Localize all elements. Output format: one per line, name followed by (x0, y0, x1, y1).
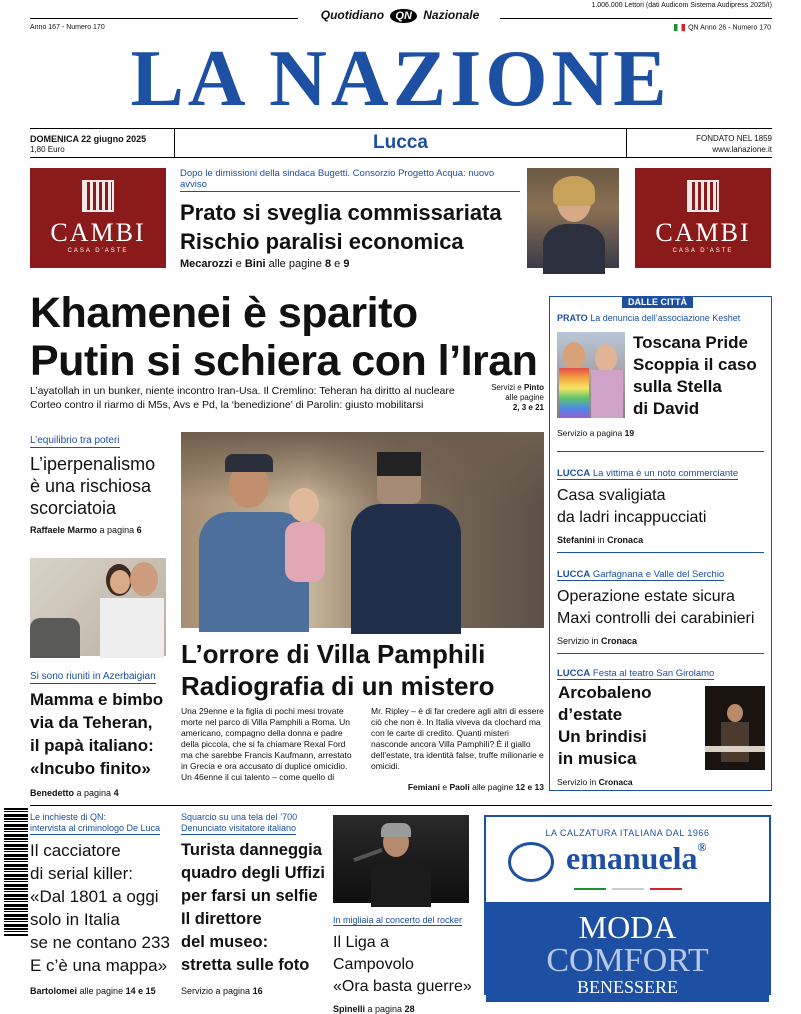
villa-pamphili-body-right: Mr. Ripley – è di far credere agli altri di essere ciò che non è. In Italia viveva da clochard ma con le carte di credito. Quanti misteri nasconde ancora Villa Pamphili? È il giallo dell’estate, tra identità false, truffe milionarie e omicidi. (371, 706, 544, 771)
prato-story[interactable]: Dopo le dimissioni della sindaca Bugetti. Consorzio Progetto Acqua: nuovo avviso Prato si sveglia commissariata Rischio paralisi economica Mecarozzi e Bini alle pagine 8 e 9 (180, 168, 520, 270)
arcobaleno-headline[interactable]: Arcobaleno d’estate Un brindisi in musica (558, 683, 652, 768)
issue-price: 1,80 Euro (30, 145, 65, 154)
city-item-lucca-3[interactable]: LUCCA Festa al teatro San Girolamo (557, 668, 715, 679)
qr-code-icon (82, 180, 114, 212)
pride-photo (557, 332, 625, 418)
qn-logo: QN (390, 9, 417, 23)
iperpenalismo-story[interactable]: L’equilibrio tra poteri L’iperpenalismo è una rischiosa scorciatoia Raffaele Marmo a pagina 6 (30, 430, 170, 535)
comfort-label: COMFORT (546, 942, 709, 979)
iperpenalismo-headline: L’iperpenalismo è una rischiosa scorciatoia (30, 454, 156, 518)
city-item-lucca-2[interactable]: LUCCA Garfagnana e Valle del Serchio Operazione estate sicura Maxi controlli dei carabinieri Servizio in Cronaca (557, 569, 755, 646)
main-headline-2[interactable]: Putin si schiera con l’Iran (30, 337, 538, 385)
main-services: Servizi e Pinto alle pagine 2, 3 e 21 (491, 383, 544, 412)
cambi-subtitle: CASA D'ASTE (67, 248, 129, 254)
italian-flag-icon (674, 24, 685, 31)
villa-pamphili-headline-2[interactable]: Radiografia di un mistero (181, 671, 495, 701)
serial-killer-story[interactable]: Le inchieste di QN: intervista al criminologo De Luca Il cacciatore di serial killer: «Dal 1801 a oggi solo in Italia se ne contano 233 E c’è una mappa» Bartolomei alle pagine 14 e 15 (30, 812, 170, 996)
city-item-lucca-1[interactable]: LUCCA La vittima è un noto commerciante Casa svaligiata da ladri incappucciati Stefanini in Cronaca (557, 468, 739, 545)
readers-count: 1.006.000 Lettori (dati Audicom Sistema Audipress 2025/I) (591, 2, 772, 9)
mamma-bimbo-kicker: Si sono riuniti in Azerbaigian (30, 671, 156, 682)
villa-pamphili-headline-1[interactable]: L’orrore di Villa Pamphili (181, 639, 486, 669)
cambi-logo-text: CAMBI (655, 218, 751, 247)
main-summary-1: L’ayatollah in un bunker, niente incontro Iran-Usa. Il Cremlino: Teheran ha diritto al nucleare (30, 385, 455, 397)
cambi-ad-right[interactable] (635, 168, 771, 268)
prato-mayor-photo (527, 168, 619, 268)
edition-name[interactable]: Lucca (373, 132, 428, 153)
qn-strip (300, 8, 500, 23)
mamma-bimbo-story[interactable]: Si sono riuniti in Azerbaigian Mamma e bimbo via da Teheran, il papà italiano: «Incubo finito» Benedetto a pagina 4 (30, 671, 164, 798)
newspaper-title[interactable]: LA NAZIONE (130, 35, 671, 123)
pride-service: Servizio a pagina 19 (557, 428, 635, 438)
liga-story[interactable]: In migliaia al concerto del rocker Il Liga a Campovolo «Ora basta guerre» Spinelli a pagina 28 (333, 915, 472, 1014)
barcode-icon (4, 808, 28, 936)
website-link[interactable]: www.lanazione.it (712, 145, 772, 154)
cambi-logo-text: CAMBI (50, 218, 146, 247)
pride-headline[interactable]: Toscana Pride Scoppia il caso sulla Stella di David (633, 333, 757, 418)
horse-logo-icon (508, 842, 554, 882)
dalle-citta-label: DALLE CITTÀ (622, 296, 693, 308)
issue-date: DOMENICA 22 giugno 2025 (30, 134, 147, 144)
city-item-prato[interactable]: PRATO La denuncia dell’associazione Keshet (557, 313, 741, 323)
iperpenalismo-kicker: L’equilibrio tra poteri (30, 435, 120, 446)
benessere-label: BENESSERE (576, 977, 678, 997)
villa-pamphili-photo (181, 432, 544, 628)
arcobaleno-service: Servizio in Cronaca (557, 777, 633, 787)
uffizi-story[interactable]: Squarcio su una tela del ’700 Denunciato visitatore italiano Turista danneggia quadro degli Uffizi per farsi un selfie Il direttore del museo: stretta sulle foto Servizio a pagina 16 (181, 812, 325, 996)
main-headline-1[interactable]: Khamenei è sparito (30, 289, 418, 337)
right-issue-number: QN Anno 26 - Numero 170 (674, 24, 771, 31)
nazionale-label: Nazionale (423, 8, 480, 22)
family-photo (30, 558, 166, 656)
prato-kicker: Dopo le dimissioni della sindaca Bugetti. Consorzio Progetto Acqua: nuovo avviso (180, 168, 520, 192)
prato-headline-1: Prato si sveglia commissariata (180, 200, 502, 225)
main-summary-2: Corteo contro il riarmo di M5s, Avs e Pd, la ‘benedizione’ di Parolin: giusto mobilitarsi (30, 399, 424, 411)
ligabue-concert-photo (333, 815, 469, 903)
villa-pamphili-body-left: Una 29enne e la figlia di pochi mesi trovate morte nel parco di Villa Pamphili a Roma. Un americano, compagno della donna e padre della piccola, che si fa chiamare Rexal Ford ma che sarebbe Francis Kaufmann, arrestato in Grecia e ora accusato di duplice omicidio. Un 46enne il cui talento – come quello di (181, 706, 352, 782)
moda-label: MODA (578, 909, 677, 945)
prato-headline-2: Rischio paralisi economica (180, 229, 464, 254)
qr-code-icon (687, 180, 719, 212)
cambi-subtitle: CASA D'ASTE (672, 248, 734, 254)
concert-piano-photo (705, 686, 765, 770)
cambi-ad-left[interactable] (30, 168, 166, 268)
emanuela-tagline: LA CALZATURA ITALIANA DAL 1966 (545, 828, 710, 838)
left-issue-number: Anno 167 - Numero 170 (30, 24, 105, 31)
villa-pamphili-byline: Femiani e Paoli alle pagine 12 e 13 (407, 782, 544, 792)
quotidiano-label: Quotidiano (320, 8, 385, 22)
founded-label: FONDATO NEL 1859 (696, 134, 772, 143)
emanuela-brand: emanuela (566, 840, 698, 876)
emanuela-ad[interactable]: LA CALZATURA ITALIANA DAL 1966 emanuela® MODA COMFORT BENESSERE (484, 815, 771, 995)
